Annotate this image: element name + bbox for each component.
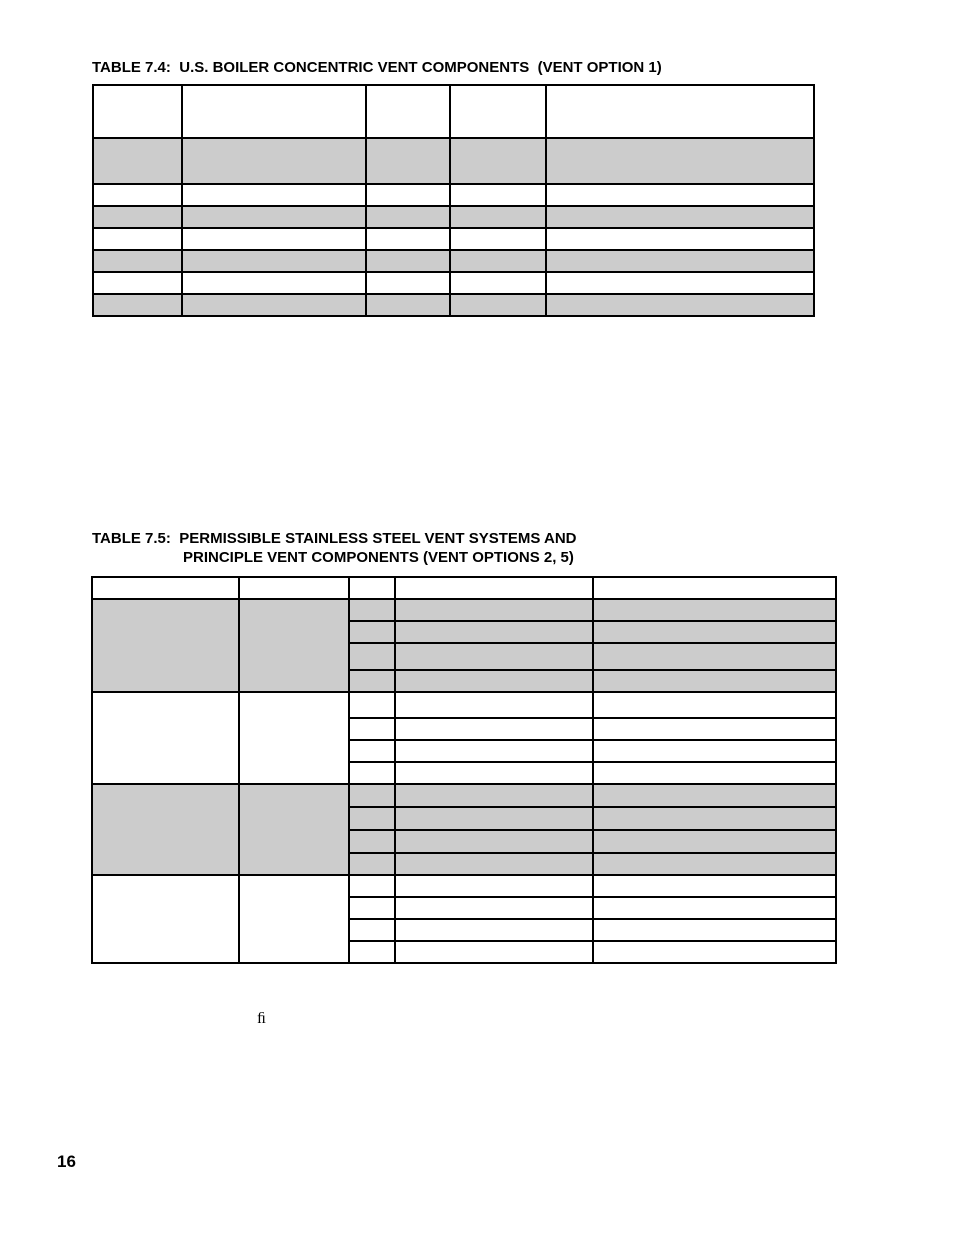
- table-cell: [593, 897, 836, 919]
- table-cell: [182, 250, 366, 272]
- table-cell: [593, 875, 836, 897]
- table-cell: [239, 784, 349, 875]
- table-row: [93, 294, 814, 316]
- table-cell: [593, 670, 836, 692]
- table-row: [92, 599, 836, 621]
- table-cell: [546, 294, 814, 316]
- table-cell: [93, 272, 182, 294]
- table-cell: [366, 85, 450, 138]
- table-cell: [182, 228, 366, 250]
- table-cell: [395, 599, 593, 621]
- table-cell: [92, 692, 239, 784]
- table-cell: [395, 643, 593, 670]
- table-cell: [395, 875, 593, 897]
- table-cell: [349, 740, 395, 762]
- table-cell: [395, 807, 593, 830]
- table-cell: [366, 228, 450, 250]
- table-cell: [395, 941, 593, 963]
- table-row: [93, 206, 814, 228]
- table-cell: [349, 784, 395, 807]
- table-cell: [395, 621, 593, 643]
- table-cell: [93, 138, 182, 184]
- table-cell: [239, 692, 349, 784]
- table-cell: [593, 941, 836, 963]
- table-cell: [182, 206, 366, 228]
- table-cell: [92, 875, 239, 963]
- table-cell: [593, 643, 836, 670]
- table-cell: [395, 692, 593, 718]
- table-cell: [239, 577, 349, 599]
- table-cell: [349, 807, 395, 830]
- table-cell: [395, 670, 593, 692]
- table-cell: [593, 853, 836, 875]
- table-cell: [92, 784, 239, 875]
- table-cell: [366, 184, 450, 206]
- table-cell: [593, 577, 836, 599]
- table-cell: [593, 621, 836, 643]
- table-cell: [395, 853, 593, 875]
- table-cell: [366, 294, 450, 316]
- table-cell: [450, 206, 546, 228]
- table-cell: [395, 740, 593, 762]
- table-row: [93, 272, 814, 294]
- table-7-5-title-line1: TABLE 7.5: PERMISSIBLE STAINLESS STEEL VENT SYSTEMS AND: [92, 530, 577, 547]
- table-cell: [349, 577, 395, 599]
- table-cell: [395, 830, 593, 853]
- table-cell: [450, 294, 546, 316]
- table-cell: [182, 85, 366, 138]
- table-cell: [93, 85, 182, 138]
- table-cell: [349, 718, 395, 740]
- table-cell: [349, 897, 395, 919]
- table-cell: [239, 599, 349, 692]
- table-cell: [92, 577, 239, 599]
- table-row: [92, 875, 836, 897]
- table-cell: [93, 206, 182, 228]
- table-cell: [366, 272, 450, 294]
- table-cell: [395, 718, 593, 740]
- table-cell: [182, 294, 366, 316]
- table-cell: [546, 250, 814, 272]
- table-cell: [593, 740, 836, 762]
- table-cell: [395, 784, 593, 807]
- table-7-5: [91, 576, 837, 964]
- table-cell: [395, 897, 593, 919]
- table-cell: [349, 692, 395, 718]
- table-cell: [349, 853, 395, 875]
- table-cell: [349, 670, 395, 692]
- page-number: 16: [57, 1152, 76, 1171]
- table-cell: [349, 762, 395, 784]
- table-cell: [546, 228, 814, 250]
- table-cell: [349, 599, 395, 621]
- table-row: [92, 784, 836, 807]
- table-cell: [349, 875, 395, 897]
- table-cell: [349, 830, 395, 853]
- table-7-4-title: TABLE 7.4: U.S. BOILER CONCENTRIC VENT COMPONENTS (VENT OPTION 1): [92, 59, 662, 76]
- table-cell: [593, 718, 836, 740]
- table-cell: [349, 643, 395, 670]
- table-cell: [395, 577, 593, 599]
- table-row: [92, 692, 836, 718]
- table-cell: [593, 692, 836, 718]
- table-row: [93, 250, 814, 272]
- table-row: [93, 85, 814, 138]
- table-cell: [93, 250, 182, 272]
- table-7-4: [92, 84, 815, 317]
- table-7-5-title-line2: PRINCIPLE VENT COMPONENTS (VENT OPTIONS 2, 5): [183, 549, 574, 566]
- table-cell: [546, 85, 814, 138]
- table-cell: [182, 184, 366, 206]
- table-cell: [239, 875, 349, 963]
- table-cell: [349, 919, 395, 941]
- table-cell: [93, 294, 182, 316]
- table-row: [93, 228, 814, 250]
- footnote-ligature: ﬁ: [257, 1010, 266, 1027]
- table-cell: [182, 272, 366, 294]
- table-cell: [349, 621, 395, 643]
- table-cell: [92, 599, 239, 692]
- table-cell: [450, 250, 546, 272]
- table-cell: [546, 184, 814, 206]
- table-cell: [395, 919, 593, 941]
- table-cell: [593, 762, 836, 784]
- table-cell: [450, 138, 546, 184]
- table-cell: [593, 830, 836, 853]
- table-row: [93, 138, 814, 184]
- table-cell: [546, 206, 814, 228]
- table-cell: [450, 272, 546, 294]
- table-row: [93, 184, 814, 206]
- table-cell: [366, 206, 450, 228]
- table-cell: [93, 184, 182, 206]
- table-cell: [395, 762, 593, 784]
- table-cell: [349, 941, 395, 963]
- table-cell: [450, 228, 546, 250]
- table-cell: [182, 138, 366, 184]
- table-cell: [593, 807, 836, 830]
- table-row: [92, 577, 836, 599]
- table-cell: [546, 272, 814, 294]
- table-cell: [593, 784, 836, 807]
- table-cell: [546, 138, 814, 184]
- table-cell: [593, 919, 836, 941]
- table-cell: [593, 599, 836, 621]
- table-cell: [450, 85, 546, 138]
- table-cell: [93, 228, 182, 250]
- table-cell: [366, 250, 450, 272]
- table-cell: [450, 184, 546, 206]
- table-cell: [366, 138, 450, 184]
